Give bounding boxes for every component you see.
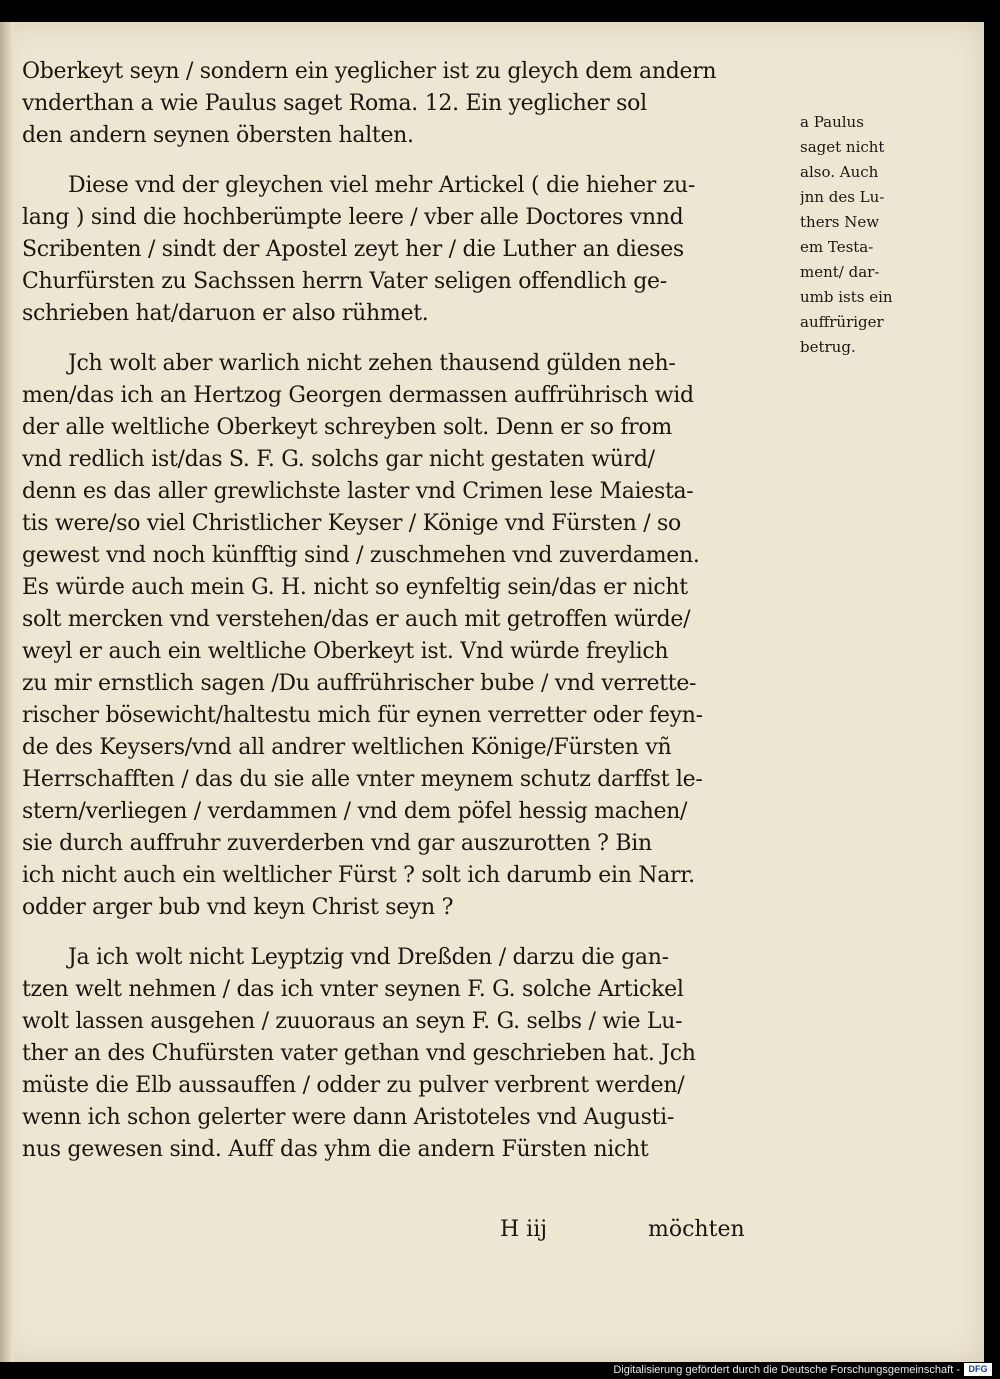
marginal-note-line: betrug. (800, 338, 856, 356)
catchword: möchten (648, 1217, 745, 1242)
text-line: Diese vnd der gleychen viel mehr Artickel ( die hieher zu- (68, 173, 696, 198)
marginal-note-line: jnn des Lu- (800, 188, 885, 206)
text-line: vnd redlich ist/das S. F. G. solchs gar nicht gestaten würd/ (22, 447, 655, 472)
text-line: tis were/so viel Christlicher Keyser / Könige vnd Fürsten / so (22, 511, 681, 536)
text-line: nus gewesen sind. Auff das yhm die andern Fürsten nicht (22, 1137, 649, 1162)
marginal-note-line: umb ists ein (800, 288, 893, 306)
text-line: denn es das aller grewlichste laster vnd Crimen lese Maiesta- (22, 479, 694, 504)
text-line: Es würde auch mein G. H. nicht so eynfeltig sein/das er nicht (22, 575, 688, 600)
text-line: ich nicht auch ein weltlicher Fürst ? solt ich darumb ein Narr. (22, 863, 695, 888)
text-line: tzen welt nehmen / das ich vnter seynen F. G. solche Artickel (22, 977, 684, 1002)
text-line: de des Keysers/vnd all andrer weltlichen Könige/Fürsten vñ (22, 735, 672, 760)
text-line: lang ) sind die hochberümpte leere / vber alle Doctores vnnd (22, 205, 684, 230)
text-line: wenn ich schon gelerter were dann Aristoteles vnd Augusti- (22, 1105, 675, 1130)
text-line: schrieben hat/daruon er also rühmet. (22, 301, 429, 326)
signature-mark: H iij (500, 1217, 548, 1242)
text-line: müste die Elb aussauffen / odder zu pulver verbrent werden/ (22, 1073, 685, 1098)
marginal-note-line: ment/ dar- (800, 263, 880, 281)
text-line: weyl er auch ein weltliche Oberkeyt ist. Vnd würde freylich (22, 639, 669, 664)
text-line: den andern seynen öbersten halten. (22, 123, 414, 148)
paragraph-gap (22, 924, 780, 942)
text-line: Scribenten / sindt der Apostel zeyt her / die Luther an dieses (22, 237, 684, 262)
text-line: solt mercken vnd verstehen/das er auch mit getroffen würde/ (22, 607, 691, 632)
marginal-note-line: a Paulus (800, 113, 864, 131)
marginal-note-line: also. Auch (800, 163, 879, 181)
marginal-note (800, 110, 950, 360)
text-line: ther an des Chufürsten vater gethan vnd geschrieben hat. Jch (22, 1041, 696, 1066)
text-line: Jch wolt aber warlich nicht zehen thausend gülden neh- (68, 351, 676, 376)
text-line: der alle weltliche Oberkeyt schreyben solt. Denn er so from (22, 415, 672, 440)
main-text-block (22, 56, 780, 1166)
text-line: Herrschafften / das du sie alle vnter meynem schutz darffst le- (22, 767, 703, 792)
marginal-note-line: thers New (800, 213, 880, 231)
text-line: Oberkeyt seyn / sondern ein yeglicher ist zu gleych dem andern (22, 59, 717, 84)
text-line: rischer bösewicht/haltestu mich für eynen verretter oder feyn- (22, 703, 703, 728)
text-line: sie durch auffruhr zuverderben vnd gar auszurotten ? Bin (22, 831, 652, 856)
text-line: vnderthan a wie Paulus saget Roma. 12. Ein yeglicher sol (22, 91, 647, 116)
text-line: Churfürsten zu Sachssen herrn Vater seligen offendlich ge- (22, 269, 667, 294)
text-line: zu mir ernstlich sagen /Du auffrührischer bube / vnd verrette- (22, 671, 697, 696)
page-gutter (0, 22, 14, 1362)
text-line: gewest vnd noch künfftig sind / zuschmehen vnd zuverdamen. (22, 543, 700, 568)
text-line: odder arger bub vnd keyn Christ seyn ? (22, 895, 454, 920)
text-line: Ja ich wolt nicht Leyptzig vnd Dreßden / darzu die gan- (68, 945, 669, 970)
text-line: men/das ich an Hertzog Georgen dermassen auffrührisch wid (22, 383, 694, 408)
book-page (0, 22, 984, 1362)
paragraph-gap (22, 330, 780, 348)
text-line: wolt lassen ausgehen / zuuoraus an seyn F. G. selbs / wie Lu- (22, 1009, 683, 1034)
page-footer (500, 1214, 790, 1246)
marginal-note-line: em Testa- (800, 238, 874, 256)
paragraph-gap (22, 152, 780, 170)
text-line: stern/verliegen / verdammen / vnd dem pöfel hessig machen/ (22, 799, 688, 824)
marginal-note-line: saget nicht (800, 138, 885, 156)
marginal-note-line: auffrüriger (800, 313, 884, 331)
funding-credit: Digitalisierung gefördert durch die Deutsche Forschungsgemeinschaft - (613, 1364, 960, 1376)
dfg-logo: DFG (964, 1363, 992, 1376)
